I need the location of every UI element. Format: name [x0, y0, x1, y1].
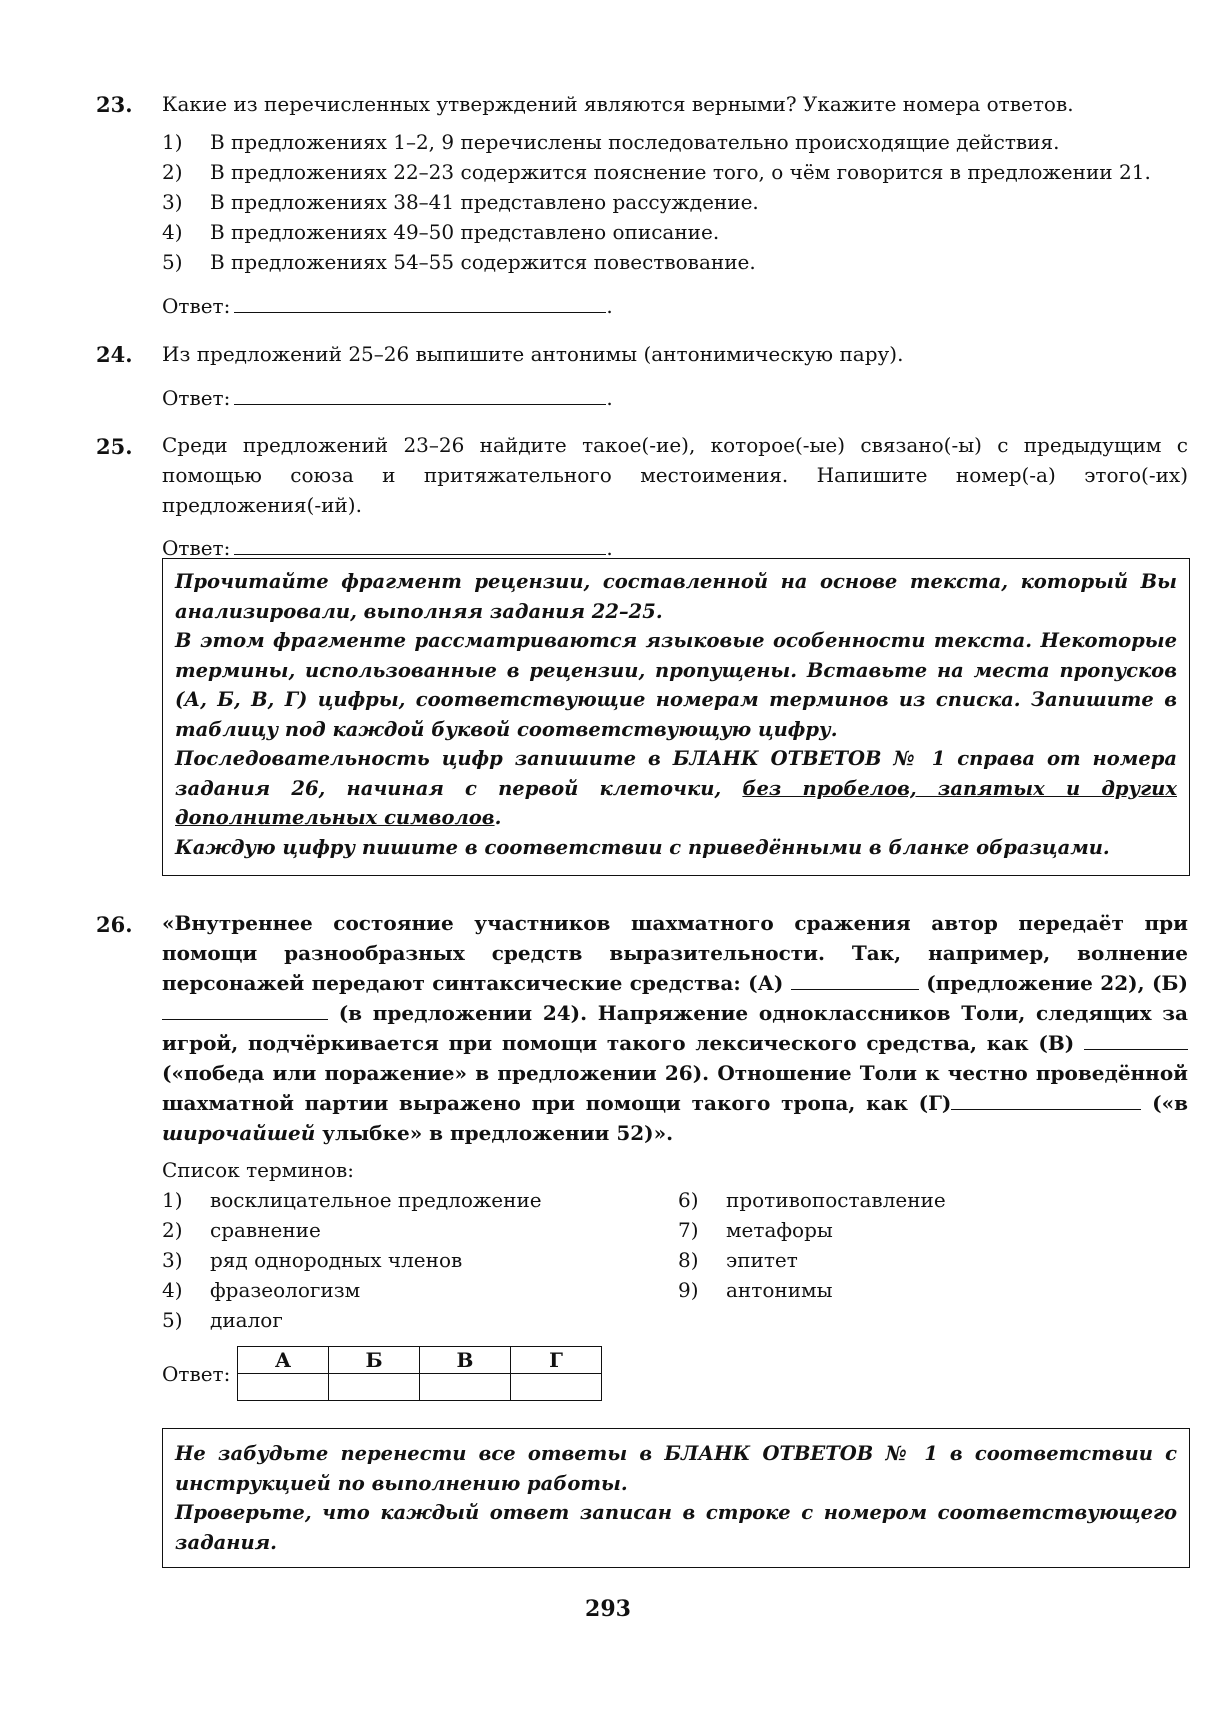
- gap-V[interactable]: [1084, 1031, 1188, 1050]
- answer-table-input-row: [238, 1374, 602, 1401]
- answer-cell-V[interactable]: [420, 1374, 511, 1401]
- instruction-paragraph: Каждую цифру пишите в соответствии с приведёнными в бланке образцами.: [175, 835, 1110, 859]
- answer-blank[interactable]: [234, 536, 606, 555]
- term-item: 4) фразеологизм: [162, 1278, 361, 1302]
- instruction-box: [162, 558, 1190, 876]
- instruction-paragraph: В этом фрагменте рассматриваются языковые особенности текста. Некоторые термины, использованные в рецензии, пропущены. Вставьте на места пропусков (А, Б, В, Г) цифры, соответствующие номерам терминов из списка. Запишите в таблицу под каждой буквой соответствующую цифру.: [175, 629, 1177, 741]
- task-number-26: 26.: [96, 912, 133, 937]
- answer-cell-B[interactable]: [329, 1374, 420, 1401]
- task-24-answer-line[interactable]: Ответ: .: [162, 386, 613, 410]
- task-24-question: Из предложений 25–26 выпишите антонимы (антонимическую пару).: [162, 342, 904, 366]
- answer-blank[interactable]: [234, 294, 606, 313]
- task-23-answer-line[interactable]: Ответ: .: [162, 294, 613, 318]
- answer-cell-G[interactable]: [511, 1374, 602, 1401]
- task-number-24: 24.: [96, 342, 133, 367]
- answer-table-header: В: [420, 1347, 511, 1374]
- reminder-paragraph: Проверьте, что каждый ответ записан в строке с номером соответствующего задания.: [175, 1501, 1177, 1554]
- task-25-question: Среди предложений 23–26 найдите такое(-ие), которое(-ые) связано(-ы) с предыдущим с помощью союза и притяжательного местоимения. Напишите номер(-а) этого(-их) предложения(-ий).: [162, 433, 1188, 517]
- term-item: 8) эпитет: [678, 1248, 798, 1272]
- answer-table-header: А: [238, 1347, 329, 1374]
- terms-heading: Список терминов:: [162, 1158, 355, 1182]
- task-23-option: 1) В предложениях 1–2, 9 перечислены последовательно происходящие действия.: [162, 130, 1060, 154]
- reminder-box: [162, 1428, 1190, 1568]
- task-23-option: 3) В предложениях 38–41 представлено рассуждение.: [162, 190, 759, 214]
- task-23-option: 5) В предложениях 54–55 содержится повествование.: [162, 250, 756, 274]
- page-number: 293: [585, 1596, 631, 1622]
- reminder-paragraph: Не забудьте перенести все ответы в БЛАНК ОТВЕТОВ № 1 в соответствии с инструкцией по выполнению работы.: [175, 1442, 1177, 1495]
- answer-table-header: Б: [329, 1347, 420, 1374]
- task-number-25: 25.: [96, 434, 133, 459]
- task-number-23: 23.: [96, 92, 133, 117]
- gap-G[interactable]: [951, 1091, 1141, 1110]
- gap-B[interactable]: [162, 1001, 328, 1020]
- task-23-question: Какие из перечисленных утверждений являются верными? Укажите номера ответов.: [162, 92, 1074, 116]
- answer-table-header-row: [238, 1347, 602, 1374]
- term-item: 5) диалог: [162, 1308, 283, 1332]
- task-25-answer-line[interactable]: Ответ: .: [162, 536, 613, 560]
- term-item: 9) антонимы: [678, 1278, 833, 1302]
- instruction-paragraph: Прочитайте фрагмент рецензии, составленной на основе текста, который Вы анализировали, выполняя задания 22–25.: [175, 570, 1177, 623]
- term-item: 1) восклицательное предложение: [162, 1188, 542, 1212]
- gap-A[interactable]: [791, 971, 919, 990]
- term-item: 6) противопоставление: [678, 1188, 946, 1212]
- term-item: 7) метафоры: [678, 1218, 833, 1242]
- task-26-review-text: «Внутреннее состояние участников шахматного сражения автор передаёт при помощи разнообразных средств выразительности. Так, например, волнение персонажей передают синтаксические средства: (А) (предложение 22), (Б) (в предложении 24). Напряжение одноклассников Толи, следящих за игрой, подчёркивается при помощи такого лексического средства, как (В) («победа или поражение» в предложении 26). Отношение Толи к честно проведённой шахматной партии выражено при помощи такого тропа, как (Г) («в широчайшей улыбке» в предложении 52)».: [162, 911, 1188, 1145]
- term-item: 3) ряд однородных членов: [162, 1248, 463, 1272]
- answer-blank[interactable]: [234, 386, 606, 405]
- task-23-option: 2) В предложениях 22–23 содержится пояснение того, о чём говорится в предложении 21.: [162, 160, 1151, 184]
- task-26-answer-label: Ответ:: [162, 1362, 231, 1386]
- term-item: 2) сравнение: [162, 1218, 321, 1242]
- answer-table: [237, 1346, 602, 1401]
- answer-table-header: Г: [511, 1347, 602, 1374]
- answer-cell-A[interactable]: [238, 1374, 329, 1401]
- task-23-option: 4) В предложениях 49–50 представлено описание.: [162, 220, 720, 244]
- instruction-paragraph: Последовательность цифр запишите в БЛАНК ОТВЕТОВ № 1 справа от номера задания 26, начиная с первой клеточки, без пробелов, запятых и других дополнительных символов.: [175, 747, 1177, 829]
